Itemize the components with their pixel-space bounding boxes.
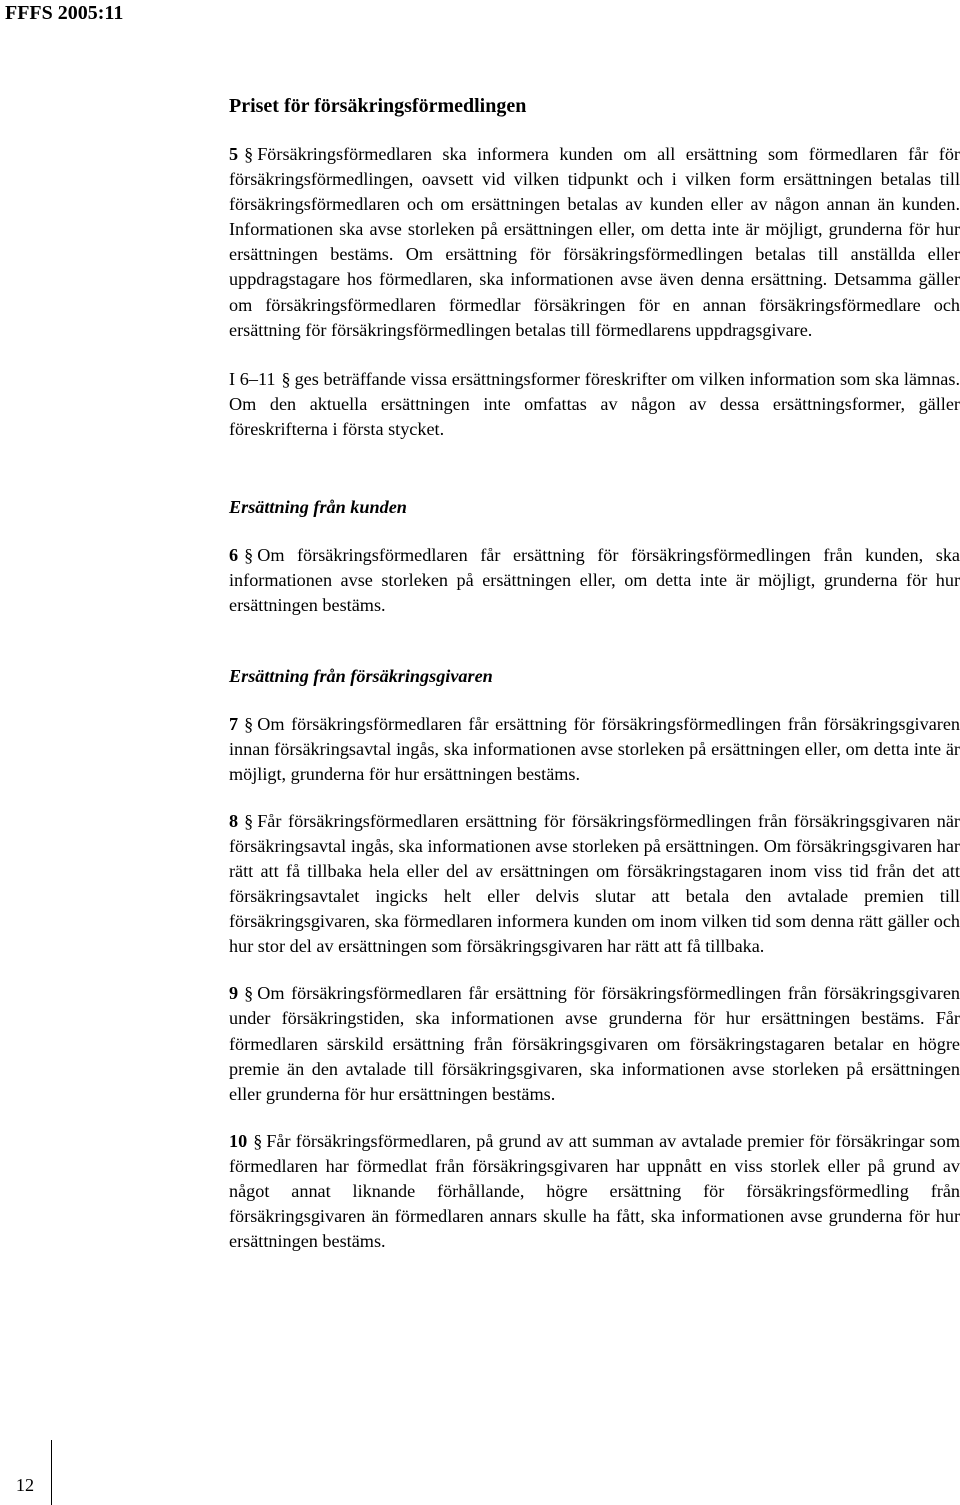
paragraph-text: Försäkringsförmedlaren ska informera kunden om all ersättning som förmedlaren får för försäkringsförmedlingen, oavsett vid vilken tidpunkt och i vilken form ersättningen betalas till försäkringsförmedlaren och om ersättningen betalas av kunden eller av någon annan än kunden. Informationen ska avse storleken på ersättningen eller, om detta inte är möjligt, grunderna för hur ersättningen bestäms. Om ersättning för försäkringsförmedlingen betalas till anställda eller uppdragstagare hos förmedlaren, ska informationen avse även denna ersättning. Detsamma gäller om försäkringsförmedlaren förmedlar försäkringen för en annan försäkringsförmedlare och ersättning för försäkringsförmedlingen betalas till förmedlarens uppdragsgivare.: [229, 144, 960, 340]
paragraph-number: 10: [229, 1130, 248, 1151]
subheading-from-customer: Ersättning från kunden: [229, 497, 407, 518]
paragraph-text: Om försäkringsförmedlaren får ersättning för försäkringsförmedlingen från kunden, ska informationen avse storleken på ersättningen eller, om detta inte är möjligt, grunderna för hur ersättningen bestäms.: [229, 545, 960, 616]
subheading-from-insurer: Ersättning från försäkringsgivaren: [229, 666, 493, 687]
paragraph-prefix: I 6–11: [229, 368, 276, 389]
section-sign: §: [244, 713, 254, 734]
section-sign: §: [253, 1130, 263, 1151]
paragraph-text: Får försäkringsförmedlaren, på grund av att summan av avtalade premier för försäkringar som förmedlaren har förmedlat från försäkringsgivaren har uppnått en viss storlek eller på grund av något annat liknande förhållande, högre ersättning för försäkringsförmedling från försäkringsgivaren än förmedlaren annars skulle ha fått, ska informationen avse grunderna för hur ersättningen bestäms.: [229, 1130, 960, 1252]
paragraph-number: 9: [229, 983, 239, 1004]
section-sign: §: [281, 368, 291, 389]
section-sign: §: [244, 545, 254, 566]
paragraph-6: [229, 543, 960, 618]
paragraph-text: Om försäkringsförmedlaren får ersättning för försäkringsförmedlingen från försäkringsgivaren under försäkringstiden, ska informationen avse grunderna för hur ersättningen bestäms. Får förmedlaren särskild ersättning från försäkringsgivaren om försäkringstagaren betalar en högre premie än den avtalade till försäkringsgivaren, ska informationen avse storleken på ersättningen eller grunderna för hur ersättningen bestäms.: [229, 983, 960, 1104]
paragraph-8: [229, 809, 960, 960]
paragraph-9: [229, 981, 960, 1106]
paragraph-text: Får försäkringsförmedlaren ersättning för försäkringsförmedlingen från försäkringsgivaren när försäkringsavtal ingås, ska informationen avse storleken på ersättningen. Om försäkringsgivaren har rätt att få tillbaka hela eller del av ersättningen om försäkringstagaren inom viss tid från det att försäkringsavtalet ingicks helt eller delvis slutar att betala den avtalade premien till försäkringsgivaren, ska förmedlaren informera kunden om inom vilken tid som denna rätt gäller och hur stor del av ersättningen som försäkringsgivaren har rätt att få tillbaka.: [229, 810, 960, 957]
page-margin-rule: [51, 1440, 52, 1505]
running-head: FFFS 2005:11: [5, 2, 124, 24]
paragraph-5-continuation: [229, 367, 960, 442]
paragraph-text: Om försäkringsförmedlaren får ersättning för försäkringsförmedlingen från försäkringsgivaren innan försäkringsavtal ingås, ska informationen avse storleken på ersättningen eller, om detta inte är möjligt, grunderna för hur ersättningen bestäms.: [229, 713, 960, 784]
section-sign: §: [244, 810, 254, 831]
paragraph-5: [229, 142, 960, 343]
paragraph-number: 6: [229, 545, 239, 566]
page-number: 12: [15, 1475, 35, 1495]
paragraph-number: 8: [229, 810, 239, 831]
paragraph-7: [229, 712, 960, 787]
paragraph-10: [229, 1129, 960, 1254]
section-title: Priset för försäkringsförmedlingen: [229, 95, 527, 117]
paragraph-text: ges beträffande vissa ersättningsformer föreskrifter om vilken information som ska lämnas. Om den aktuella ersättningen inte omfattas av någon av dessa ersättningsformer, gäller föreskrifterna i första stycket.: [229, 368, 960, 439]
section-sign: §: [244, 144, 254, 164]
section-sign: §: [244, 983, 254, 1004]
paragraph-number: 7: [229, 713, 239, 734]
document-body: [229, 94, 960, 1254]
paragraph-number: 5: [229, 144, 239, 164]
